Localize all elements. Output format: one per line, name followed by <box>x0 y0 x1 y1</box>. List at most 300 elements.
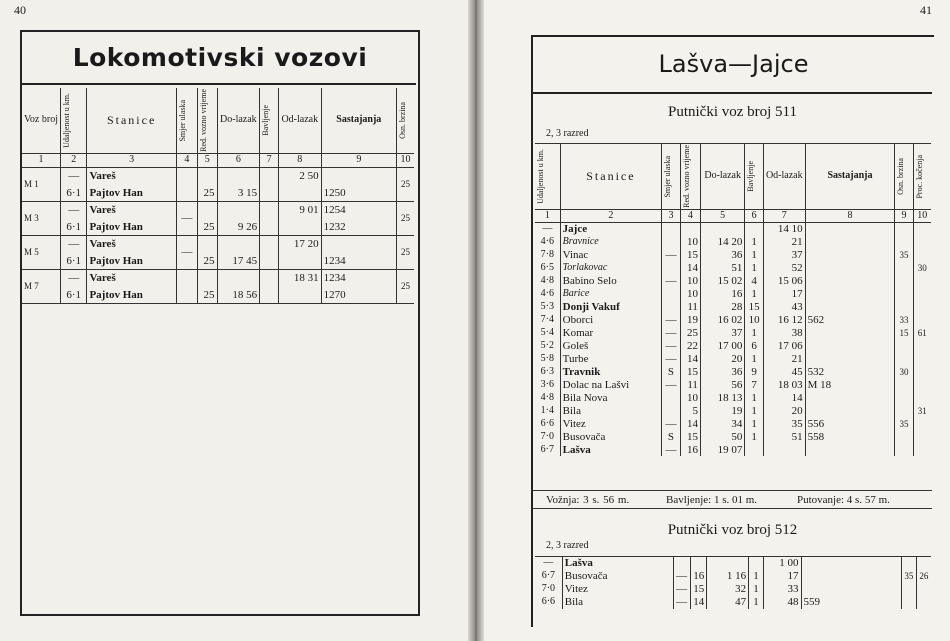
dwell: 1 <box>749 570 764 583</box>
header-sastajanja: Sastajanja <box>805 144 895 210</box>
departure: 38 <box>763 326 805 339</box>
arrival <box>700 222 744 235</box>
run-time: 15 <box>690 583 707 596</box>
arrival: 18 13 <box>700 391 744 404</box>
dwell: 1 <box>745 417 764 430</box>
header-udalj: Udaljenost u km. <box>61 92 71 148</box>
train-row <box>22 218 414 235</box>
meetings <box>805 300 895 313</box>
distance: 6·1 <box>60 218 86 235</box>
braking <box>913 352 931 365</box>
dwell: 15 <box>745 300 764 313</box>
direction <box>662 222 681 235</box>
speed: 35 <box>895 417 913 430</box>
meetings <box>801 557 902 570</box>
direction: — <box>662 417 681 430</box>
speed <box>895 261 913 274</box>
distance: 5·2 <box>540 339 554 351</box>
train-512-class: 2, 3 razred <box>546 540 589 551</box>
braking <box>913 430 931 443</box>
station-name: Vareš <box>87 269 176 286</box>
meetings <box>805 235 895 248</box>
departure: 21 <box>763 352 805 365</box>
station-name: Komar <box>560 326 662 339</box>
speed <box>895 274 913 287</box>
train-row <box>22 184 414 201</box>
distance: 4·6 <box>540 235 554 247</box>
departure: 18 03 <box>763 378 805 391</box>
braking: 30 <box>913 261 931 274</box>
speed <box>895 443 913 456</box>
distance: 6·5 <box>540 261 554 273</box>
direction: — <box>662 248 681 261</box>
dwell: 1 <box>745 287 764 300</box>
dwell: 9 <box>745 365 764 378</box>
speed: 35 <box>895 248 913 261</box>
braking <box>913 248 931 261</box>
header-odlazak: Od-lazak <box>278 88 321 153</box>
divider <box>533 508 932 509</box>
dwell: 1 <box>749 583 764 596</box>
direction: — <box>673 583 690 596</box>
dwell <box>260 218 279 235</box>
arrival: 32 <box>707 583 749 596</box>
header-brzina: Osn. brzina <box>398 101 408 139</box>
station-row <box>535 417 931 430</box>
speed: 30 <box>895 365 913 378</box>
colnum: 2 <box>60 153 86 167</box>
run-time: 25 <box>197 252 217 269</box>
header-dolazak: Do-lazak <box>217 88 260 153</box>
distance: — <box>60 167 86 184</box>
station-row <box>535 430 931 443</box>
station-name: Torlakovac <box>560 261 662 274</box>
meetings <box>805 248 895 261</box>
speed <box>895 391 913 404</box>
run-time <box>197 235 217 252</box>
speed: 25 <box>397 167 414 201</box>
arrival: 19 <box>700 404 744 417</box>
speed <box>895 287 913 300</box>
direction: — <box>673 596 690 609</box>
distance: 6·3 <box>540 365 554 377</box>
colnum: 7 <box>763 209 805 222</box>
distance: 7·0 <box>541 583 556 594</box>
meetings <box>805 352 895 365</box>
braking <box>913 313 931 326</box>
meetings: 532 <box>805 365 895 378</box>
run-time: 15 <box>680 248 700 261</box>
train-row <box>22 252 414 269</box>
station-name: Vareš <box>87 235 176 252</box>
divider <box>533 490 932 491</box>
direction: — <box>176 201 197 235</box>
speed: 25 <box>397 269 414 303</box>
braking <box>913 378 931 391</box>
arrival: 17 45 <box>217 252 260 269</box>
speed: 35 <box>902 570 917 583</box>
station-name: Vitez <box>562 583 673 596</box>
speed: 25 <box>397 235 414 269</box>
distance: 5·8 <box>540 352 554 364</box>
arrival: 17 00 <box>700 339 744 352</box>
colnum: 9 <box>895 209 913 222</box>
header-udalj: Udaljenost u km. <box>536 148 545 204</box>
departure: 48 <box>763 596 801 609</box>
header-odlazak: Od-lazak <box>763 144 805 210</box>
arrival: 16 02 <box>700 313 744 326</box>
dwell <box>260 252 279 269</box>
run-time <box>197 269 217 286</box>
speed <box>902 596 917 609</box>
train-511-class: 2, 3 razred <box>546 128 589 139</box>
train-row <box>22 286 414 303</box>
station-name: Jajce <box>560 222 662 235</box>
station-name: Goleš <box>560 339 662 352</box>
station-name: Dolac na Lašvi <box>560 378 662 391</box>
arrival: 18 56 <box>217 286 260 303</box>
speed <box>895 404 913 417</box>
meetings: 1254 <box>321 201 396 218</box>
departure: 21 <box>763 235 805 248</box>
speed <box>895 352 913 365</box>
colnum: 6 <box>745 209 764 222</box>
direction <box>662 404 681 417</box>
distance: 7·4 <box>540 313 554 325</box>
arrival: 36 <box>700 248 744 261</box>
departure: 1 00 <box>763 557 801 570</box>
arrival: 51 <box>700 261 744 274</box>
summary-putovanje: Putovanje: 4 s. 57 m. <box>797 494 890 506</box>
braking <box>913 300 931 313</box>
colnum: 3 <box>662 209 681 222</box>
departure: 37 <box>763 248 805 261</box>
meetings: M 18 <box>805 378 895 391</box>
direction: — <box>662 378 681 391</box>
colnum: 5 <box>197 153 217 167</box>
speed <box>895 430 913 443</box>
arrival <box>217 235 260 252</box>
header-kocenja: Proc. kočenja <box>914 154 924 199</box>
departure: 15 06 <box>763 274 805 287</box>
speed: 25 <box>397 201 414 235</box>
dwell: 7 <box>745 378 764 391</box>
station-row <box>535 583 931 596</box>
direction: — <box>662 274 681 287</box>
distance: — <box>60 201 86 218</box>
dwell: 1 <box>745 404 764 417</box>
station-name: Bila Nova <box>560 391 662 404</box>
station-name: Lašva <box>560 443 662 456</box>
train-number: M 3 <box>24 213 39 224</box>
left-title: Lokomotivski vozovi <box>72 43 368 72</box>
colnum: 5 <box>700 209 744 222</box>
dwell: 1 <box>745 326 764 339</box>
run-time: 14 <box>680 352 700 365</box>
arrival <box>217 269 260 286</box>
departure: 51 <box>763 430 805 443</box>
departure: 16 12 <box>763 313 805 326</box>
direction: — <box>662 443 681 456</box>
direction <box>662 300 681 313</box>
station-row <box>535 596 931 609</box>
direction <box>673 557 690 570</box>
departure: 35 <box>763 417 805 430</box>
header-bav: Bavljenje <box>261 105 271 136</box>
distance: 6·6 <box>540 417 554 429</box>
summary-voznja: Vožnja: 3 s. 56 m. <box>546 494 630 506</box>
dwell <box>749 557 764 570</box>
dwell: 10 <box>745 313 764 326</box>
station-name: Pajtov Han <box>87 252 176 269</box>
departure: 9 01 <box>278 201 321 218</box>
header-dolazak: Do-lazak <box>700 144 744 210</box>
station-row <box>535 313 931 326</box>
station-row <box>535 443 931 456</box>
colnum: 4 <box>176 153 197 167</box>
distance: — <box>543 557 554 569</box>
right-title: Lašva—Jajce <box>658 50 809 78</box>
dwell: 1 <box>749 596 764 609</box>
header-stanice: Stanice <box>87 88 176 153</box>
arrival: 16 <box>700 287 744 300</box>
page-number-right: 41 <box>920 3 932 17</box>
station-row <box>535 300 931 313</box>
arrival: 47 <box>707 596 749 609</box>
meetings <box>805 287 895 300</box>
distance: 6·7 <box>540 443 554 455</box>
distance: 6·6 <box>541 596 556 607</box>
braking <box>916 557 931 570</box>
dwell <box>260 167 279 184</box>
departure: 33 <box>763 583 801 596</box>
run-time <box>690 557 707 570</box>
header-bav: Bavljenje <box>746 161 756 192</box>
departure: 17 06 <box>763 339 805 352</box>
braking <box>913 339 931 352</box>
train-row <box>22 167 414 184</box>
speed <box>895 339 913 352</box>
meetings: 1232 <box>321 218 396 235</box>
distance: 6·7 <box>541 570 556 581</box>
station-row <box>535 404 931 417</box>
station-name: Vinac <box>560 248 662 261</box>
meetings <box>801 583 902 596</box>
speed <box>895 378 913 391</box>
direction: S <box>662 430 681 443</box>
dwell <box>260 184 279 201</box>
station-name: Pajtov Han <box>87 286 176 303</box>
direction <box>176 269 197 303</box>
distance: 4·8 <box>540 391 554 403</box>
speed <box>902 557 917 570</box>
departure: 14 <box>763 391 805 404</box>
colnum: 2 <box>560 209 662 222</box>
colnum: 10 <box>397 153 414 167</box>
station-name: Donji Vakuf <box>560 300 662 313</box>
book-gutter <box>468 0 484 641</box>
arrival: 56 <box>700 378 744 391</box>
station-row <box>535 274 931 287</box>
departure: 2 50 <box>278 167 321 184</box>
direction: — <box>662 352 681 365</box>
dwell: 1 <box>745 391 764 404</box>
braking <box>913 443 931 456</box>
station-name: Pajtov Han <box>87 218 176 235</box>
run-time <box>680 222 700 235</box>
run-time: 11 <box>680 300 700 313</box>
station-row <box>535 222 931 235</box>
distance: 6·1 <box>60 252 86 269</box>
station-name: Bila <box>560 404 662 417</box>
meetings: 1234 <box>321 252 396 269</box>
colnum: 6 <box>217 153 260 167</box>
colnum: 3 <box>87 153 176 167</box>
meetings: 1270 <box>321 286 396 303</box>
departure: 45 <box>763 365 805 378</box>
run-time: 14 <box>690 596 707 609</box>
train-row <box>22 269 414 286</box>
run-time: 5 <box>680 404 700 417</box>
direction: — <box>662 313 681 326</box>
run-time: 19 <box>680 313 700 326</box>
header-voz: Voz broj <box>24 114 58 126</box>
distance: 4·8 <box>540 274 554 286</box>
direction <box>662 287 681 300</box>
braking <box>916 583 931 596</box>
braking <box>913 222 931 235</box>
direction <box>662 261 681 274</box>
meetings: 1250 <box>321 184 396 201</box>
colnum: 7 <box>260 153 279 167</box>
direction <box>662 235 681 248</box>
meetings <box>805 222 895 235</box>
departure: 17 <box>763 570 801 583</box>
station-row <box>535 235 931 248</box>
train-row <box>22 201 414 218</box>
distance: 7·0 <box>540 430 554 442</box>
station-name: Vareš <box>87 201 176 218</box>
meetings <box>805 274 895 287</box>
run-time: 15 <box>680 365 700 378</box>
distance: 4·6 <box>540 287 554 299</box>
run-time: 16 <box>680 443 700 456</box>
dwell <box>260 269 279 286</box>
braking <box>913 287 931 300</box>
meetings: 558 <box>805 430 895 443</box>
arrival: 37 <box>700 326 744 339</box>
departure: 52 <box>763 261 805 274</box>
arrival: 20 <box>700 352 744 365</box>
header-brzina: Osn. brzina <box>896 157 906 195</box>
station-row <box>535 378 931 391</box>
braking <box>916 596 931 609</box>
distance: 6·1 <box>60 286 86 303</box>
colnum: 4 <box>680 209 700 222</box>
meetings <box>805 391 895 404</box>
dwell <box>745 443 764 456</box>
run-time: 14 <box>680 261 700 274</box>
run-time: 25 <box>197 184 217 201</box>
meetings <box>321 235 396 252</box>
departure: 14 10 <box>763 222 805 235</box>
dwell <box>260 286 279 303</box>
distance: 6·1 <box>60 184 86 201</box>
colnum: 8 <box>805 209 895 222</box>
divider <box>533 92 932 94</box>
braking: 26 <box>916 570 931 583</box>
dwell: 1 <box>745 352 764 365</box>
direction <box>662 391 681 404</box>
departure <box>278 184 321 201</box>
dwell <box>260 201 279 218</box>
colnum: 9 <box>321 153 396 167</box>
direction: S <box>662 365 681 378</box>
departure: 20 <box>763 404 805 417</box>
run-time: 25 <box>197 286 217 303</box>
arrival: 14 20 <box>700 235 744 248</box>
direction: — <box>662 339 681 352</box>
speed: 33 <box>895 313 913 326</box>
divider <box>22 83 416 85</box>
arrival: 3 15 <box>217 184 260 201</box>
direction <box>176 167 197 201</box>
braking <box>913 235 931 248</box>
direction: — <box>673 570 690 583</box>
distance: 7·8 <box>540 248 554 260</box>
header-stanice: Stanice <box>560 144 662 210</box>
departure <box>278 218 321 235</box>
arrival: 15 02 <box>700 274 744 287</box>
run-time <box>197 201 217 218</box>
station-name: Vareš <box>87 167 176 184</box>
station-name: Oborci <box>560 313 662 326</box>
station-name: Babino Selo <box>560 274 662 287</box>
departure: 43 <box>763 300 805 313</box>
distance: 5·4 <box>540 326 554 338</box>
arrival <box>707 557 749 570</box>
departure: 17 <box>763 287 805 300</box>
arrival: 34 <box>700 417 744 430</box>
station-row <box>535 391 931 404</box>
departure <box>763 443 805 456</box>
speed <box>895 235 913 248</box>
timetable-511 <box>535 143 931 456</box>
meetings <box>321 167 396 184</box>
meetings: 1234 <box>321 269 396 286</box>
run-time: 25 <box>197 218 217 235</box>
direction: — <box>176 235 197 269</box>
station-row <box>535 570 931 583</box>
run-time: 16 <box>690 570 707 583</box>
arrival: 36 <box>700 365 744 378</box>
distance: 1·4 <box>540 404 554 416</box>
departure <box>278 252 321 269</box>
speed <box>902 583 917 596</box>
distance: — <box>60 269 86 286</box>
run-time: 25 <box>680 326 700 339</box>
train-number: M 7 <box>24 281 39 292</box>
summary-bavljenje: Bavljenje: 1 s. 01 m. <box>666 494 758 506</box>
header-red: Red. vozno vrijeme <box>681 145 691 208</box>
colnum: 1 <box>544 209 550 221</box>
station-row <box>535 352 931 365</box>
station-row <box>535 248 931 261</box>
train-row <box>22 235 414 252</box>
dwell: 1 <box>745 261 764 274</box>
dwell: 4 <box>745 274 764 287</box>
colnum: 1 <box>38 154 44 166</box>
